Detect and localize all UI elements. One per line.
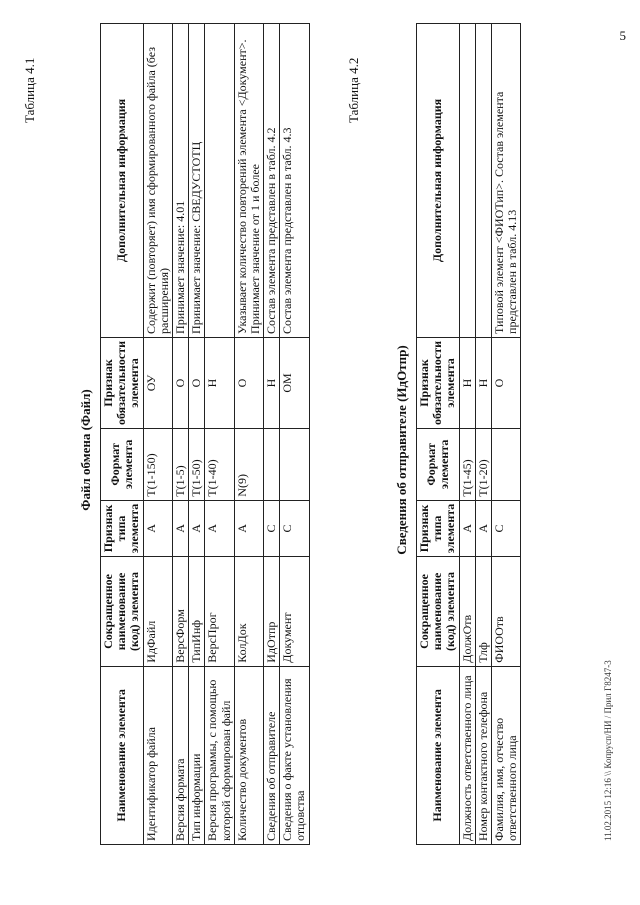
cell-name: Количество документов <box>234 666 263 844</box>
cell-format: T(1-40) <box>205 429 234 501</box>
cell-name: Идентификатор файла <box>143 666 172 844</box>
cell-code: ИдФайл <box>143 557 172 667</box>
table-row <box>280 24 309 845</box>
table-4-2 <box>416 23 521 845</box>
cell-format: N(9) <box>234 429 263 501</box>
cell-code: КолДок <box>234 557 263 667</box>
cell-format: T(1-45) <box>459 429 475 501</box>
cell-name: Фамилия, имя, отчество ответственного лица <box>491 666 520 844</box>
col-header-name: Наименование элемента <box>101 666 144 844</box>
col-header-code: Сокращенное наименование (код) элемента <box>417 557 460 667</box>
cell-required: Н <box>475 337 491 428</box>
cell-code: ДолжОтв <box>459 557 475 667</box>
table-row <box>475 24 491 845</box>
cell-format: T(1-5) <box>172 429 188 501</box>
table-4-1 <box>100 23 310 845</box>
col-header-required: Признак обязательности элемента <box>417 337 460 428</box>
col-header-type: Признак типа элемента <box>101 500 144 556</box>
col-header-format: Формат элемента <box>101 429 144 501</box>
cell-required: О <box>234 337 263 428</box>
cell-info: Содержит (повторяет) имя сформированного файла (без расширения) <box>143 24 172 338</box>
cell-type: А <box>475 500 491 556</box>
cell-type: А <box>172 500 188 556</box>
col-header-info: Дополнительная информация <box>101 24 144 338</box>
cell-info: Состав элемента представлен в табл. 4.2 <box>264 24 280 338</box>
print-footnote: 11.02.2015 12:16 \\ Копрусп/НИ / Прил Г8247-3 <box>603 660 613 841</box>
cell-name: Номер контактного телефона <box>475 666 491 844</box>
table-row <box>491 24 520 845</box>
cell-required: О <box>172 337 188 428</box>
cell-format <box>264 429 280 501</box>
table-row <box>172 24 188 845</box>
cell-required: ОМ <box>280 337 309 428</box>
table-row <box>264 24 280 845</box>
table-row <box>189 24 205 845</box>
cell-code: ТипИнф <box>189 557 205 667</box>
cell-required: Н <box>205 337 234 428</box>
cell-required: Н <box>459 337 475 428</box>
table-row <box>205 24 234 845</box>
table1-label: Таблица 4.1 <box>22 57 37 123</box>
cell-type: С <box>264 500 280 556</box>
cell-format <box>491 429 520 501</box>
table2-label: Таблица 4.2 <box>346 57 361 123</box>
cell-type: А <box>459 500 475 556</box>
page-number: 5 <box>619 28 626 43</box>
cell-code: ВерсПрог <box>205 557 234 667</box>
cell-format: T(1-150) <box>143 429 172 501</box>
cell-info: Состав элемента представлен в табл. 4.3 <box>280 24 309 338</box>
cell-format: T(1-20) <box>475 429 491 501</box>
cell-type: А <box>205 500 234 556</box>
cell-code: ВерсФорм <box>172 557 188 667</box>
cell-code: Документ <box>280 557 309 667</box>
table2-title: Сведения об отправителе (ИдОтпр) <box>394 345 409 555</box>
cell-name: Версия программы, с помощью которой сформирован файл <box>205 666 234 844</box>
cell-type: С <box>491 500 520 556</box>
table2-header-row <box>417 24 460 845</box>
cell-type: А <box>143 500 172 556</box>
cell-code: Тлф <box>475 557 491 667</box>
cell-info <box>205 24 234 338</box>
cell-required: О <box>189 337 205 428</box>
cell-name: Сведения о факте установления отцовства <box>280 666 309 844</box>
rotated-page-content <box>8 15 618 885</box>
table-row <box>234 24 263 845</box>
table-row <box>143 24 172 845</box>
cell-type: А <box>189 500 205 556</box>
cell-required: Н <box>264 337 280 428</box>
cell-type: А <box>234 500 263 556</box>
cell-format: T(1-50) <box>189 429 205 501</box>
col-header-type: Признак типа элемента <box>417 500 460 556</box>
col-header-code: Сокращенное наименование (код) элемента <box>101 557 144 667</box>
cell-format <box>280 429 309 501</box>
cell-code: ИдОтпр <box>264 557 280 667</box>
cell-info: Указывает количество повторений элемента <Документ>. Принимает значение от 1 и более <box>234 24 263 338</box>
col-header-info: Дополнительная информация <box>417 24 460 338</box>
table-row <box>459 24 475 845</box>
table1-header-row <box>101 24 144 845</box>
cell-info: Типовой элемент <ФИОТип>. Состав элемента представлен в табл. 4.13 <box>491 24 520 338</box>
col-header-name: Наименование элемента <box>417 666 460 844</box>
cell-name: Сведения об отправителе <box>264 666 280 844</box>
cell-code: ФИООтв <box>491 557 520 667</box>
cell-name: Должность ответственного лица <box>459 666 475 844</box>
cell-required: О <box>491 337 520 428</box>
cell-required: ОУ <box>143 337 172 428</box>
col-header-format: Формат элемента <box>417 429 460 501</box>
cell-info: Принимает значение: 4.01 <box>172 24 188 338</box>
cell-info <box>475 24 491 338</box>
cell-type: С <box>280 500 309 556</box>
cell-name: Тип информации <box>189 666 205 844</box>
cell-info <box>459 24 475 338</box>
cell-name: Версия формата <box>172 666 188 844</box>
col-header-required: Признак обязательности элемента <box>101 337 144 428</box>
cell-info: Принимает значение: СВЕДУСТОТЦ <box>189 24 205 338</box>
table1-title: Файл обмена (Файл) <box>78 389 93 511</box>
